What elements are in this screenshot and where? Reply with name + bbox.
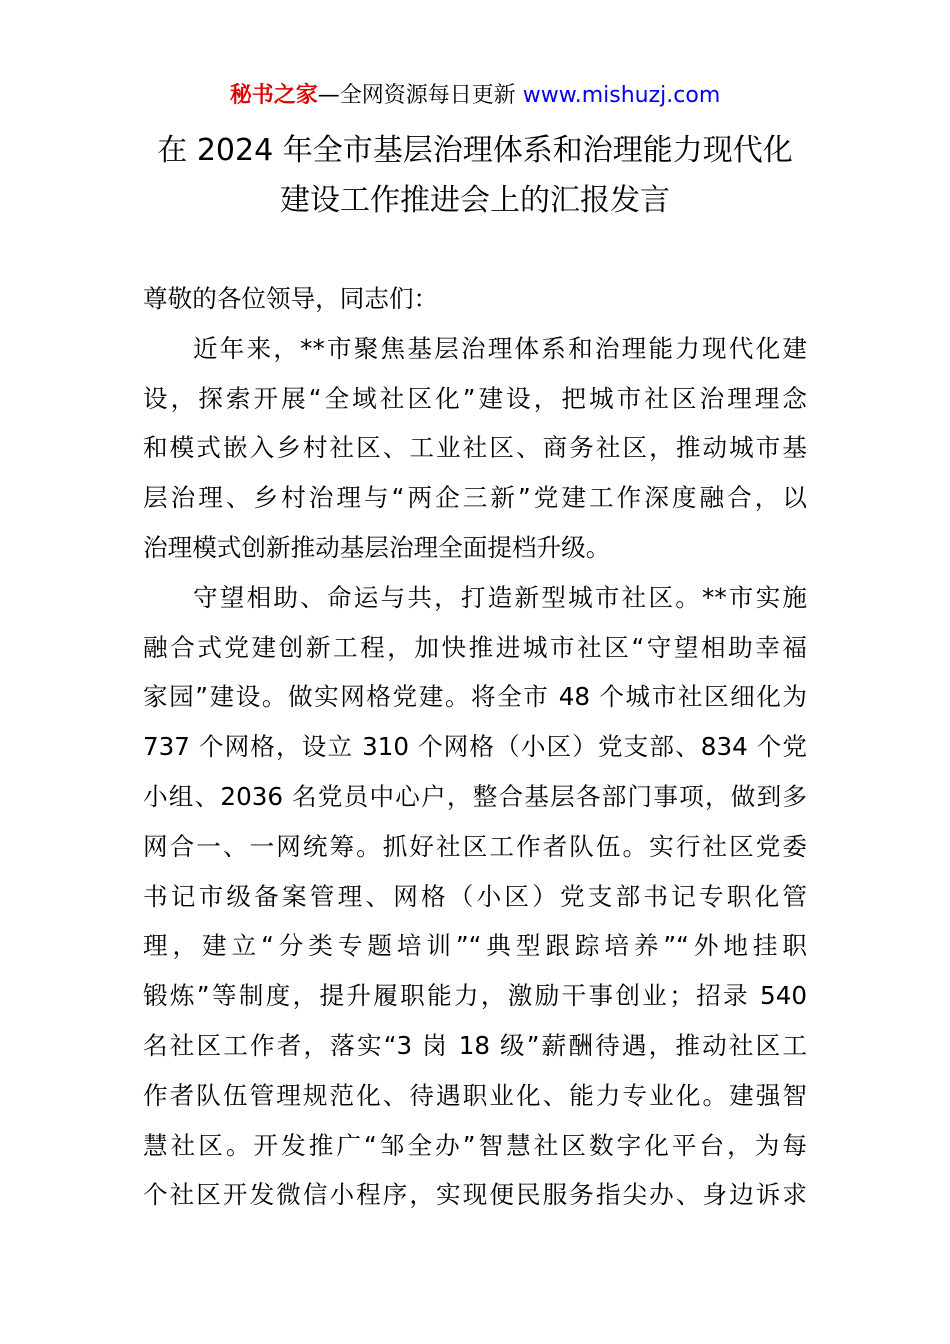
paragraph-line: 慧社区。开发推广“邹全办”智慧社区数字化平台，为每 — [143, 1130, 807, 1160]
paragraph-line: 名社区工作者，落实“3 岗 18 级”薪酬待遇，推动社区工 — [143, 1030, 807, 1060]
title-line: 建设工作推进会上的汇报发言 — [280, 183, 670, 218]
paragraph-line: 和模式嵌入乡村社区、工业社区、商务社区，推动城市基 — [143, 433, 807, 463]
paragraph-line: 737 个网格，设立 310 个网格（小区）党支部、834 个党 — [143, 732, 807, 762]
paragraph-line: 治理模式创新推动基层治理全面提档升级。 — [143, 532, 611, 562]
paragraph-line: 网合一、一网统筹。抓好社区工作者队伍。实行社区党委 — [143, 831, 807, 861]
paragraph-line: 设，探索开展“全域社区化”建设，把城市社区治理理念 — [143, 383, 807, 413]
title-line: 在 2024 年全市基层治理体系和治理能力现代化 — [157, 133, 793, 168]
document-body — [143, 274, 807, 1220]
paragraph-line: 理，建立“分类专题培训”“典型跟踪培养”“外地挂职 — [143, 931, 807, 961]
paragraph-line: 锻炼”等制度，提升履职能力，激励干事创业；招录 540 — [143, 981, 807, 1011]
brand-name: 秘书之家 — [229, 83, 318, 108]
paragraph-line: 层治理、乡村治理与“两企三新”党建工作深度融合，以 — [143, 483, 807, 513]
paragraph-line: 小组、2036 名党员中心户，整合基层各部门事项，做到多 — [143, 781, 807, 811]
paragraph-line: 近年来，**市聚焦基层治理体系和治理能力现代化建 — [193, 333, 807, 363]
header-tagline: —全网资源每日更新 — [317, 83, 516, 108]
paragraph-line: 书记市级备案管理、网格（小区）党支部书记专职化管 — [143, 881, 807, 911]
document-title — [0, 126, 950, 226]
paragraph-line: 个社区开发微信小程序，实现便民服务指尖办、身边诉求 — [143, 1180, 807, 1210]
paragraph-2 — [143, 573, 807, 1220]
paragraph-1 — [143, 324, 807, 573]
paragraph-line: 家园”建设。做实网格党建。将全市 48 个城市社区细化为 — [143, 682, 807, 712]
site-url-link[interactable]: www.mishuzj.com — [522, 83, 721, 108]
site-header — [0, 80, 950, 112]
paragraph-line: 守望相助、命运与共，打造新型城市社区。**市实施 — [193, 582, 807, 612]
salutation: 尊敬的各位领导，同志们： — [143, 284, 439, 313]
paragraph-line: 作者队伍管理规范化、待遇职业化、能力专业化。建强智 — [143, 1080, 807, 1110]
paragraph-line: 融合式党建创新工程，加快推进城市社区“守望相助幸福 — [143, 632, 807, 662]
